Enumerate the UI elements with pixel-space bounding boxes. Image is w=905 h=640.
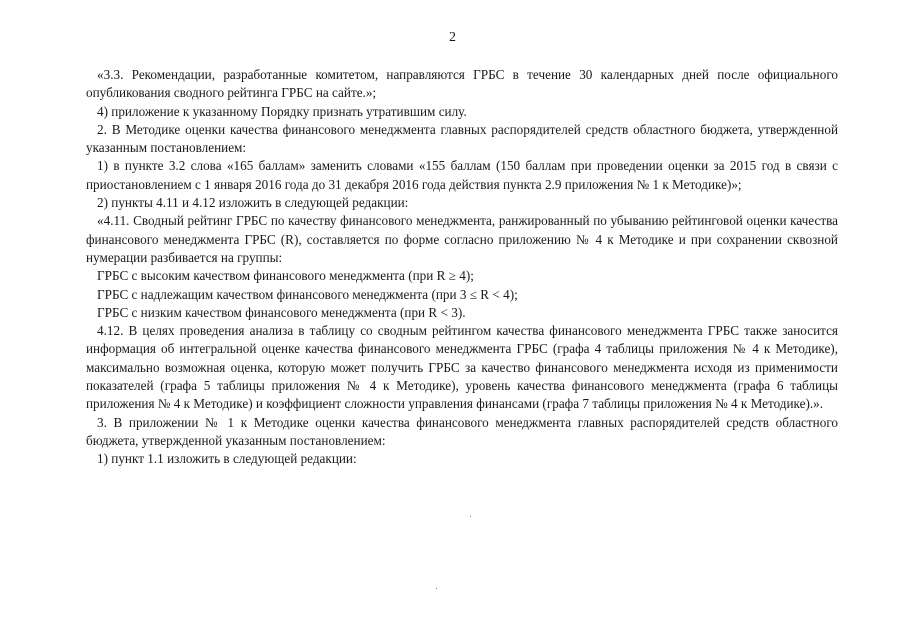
- paragraph-4-11: «4.11. Сводный рейтинг ГРБС по качеству финансового менеджмента, ранжированный по убыванию рейтинговой оценки качества финансового менеджмента ГРБС (R), составляется по форме согласно приложению № 4 к Методике и при сохранении сквозной нумерации разбивается на группы:: [86, 213, 838, 265]
- page-number: 2: [449, 30, 456, 45]
- paragraph-item-3-1: 1) пункт 1.1 изложить в следующей редакции:: [97, 451, 357, 467]
- paragraph-4-12: 4.12. В целях проведения анализа в таблицу со сводным рейтингом качества финансового менеджмента ГРБС также заносится информация об интегральной оценке качества финансового менеджмента ГРБС (графа 4 таблицы приложения № 4 к Методике), максимально возможная оценка, которую может получить ГРБС за качество финансового менеджмента исходя из применимости показателей (графа 5 таблицы приложения № 4 к Методике), уровень качества финансового менеджмента (графа 6 таблицы приложения № 4 к Методике) и коэффициент сложности управления финансами (графа 7 таблицы приложения № 4 к Методике).».: [86, 323, 838, 412]
- group-high-quality: ГРБС с высоким качеством финансового менеджмента (при R ≥ 4);: [97, 268, 474, 284]
- group-low-quality: ГРБС с низким качеством финансового менеджмента (при R < 3).: [97, 304, 466, 320]
- paragraph-item-2: 2. В Методике оценки качества финансового менеджмента главных распорядителей средств областного бюджета, утвержденной указанным постановлением:: [86, 121, 838, 156]
- paragraph-appendix-4: 4) приложение к указанному Порядку признать утратившим силу.: [97, 103, 467, 119]
- scan-speck: [436, 588, 437, 589]
- document-body: [86, 66, 838, 469]
- paragraph-item-3: 3. В приложении № 1 к Методике оценки качества финансового менеджмента главных распорядителей средств областного бюджета, утвержденной указанным постановлением:: [86, 414, 838, 448]
- scan-speck: [470, 516, 471, 517]
- paragraph-3-3: «3.3. Рекомендации, разработанные комитетом, направляются ГРБС в течение 30 календарных дней после официального опубликования сводного рейтинга ГРБС на сайте.»;: [86, 67, 838, 101]
- paragraph-item-2-1: 1) в пункте 3.2 слова «165 баллам» заменить словами «155 баллам (150 баллам при проведении оценки за 2015 год в связи с приостановлением с 1 января 2016 года до 31 декабря 2016 года действия пункта 2.9 приложения № 1 к Методике)»;: [86, 158, 838, 192]
- paragraph-item-2-2: 2) пункты 4.11 и 4.12 изложить в следующей редакции:: [97, 195, 409, 211]
- group-adequate-quality: ГРБС с надлежащим качеством финансового менеджмента (при 3 ≤ R < 4);: [97, 286, 518, 302]
